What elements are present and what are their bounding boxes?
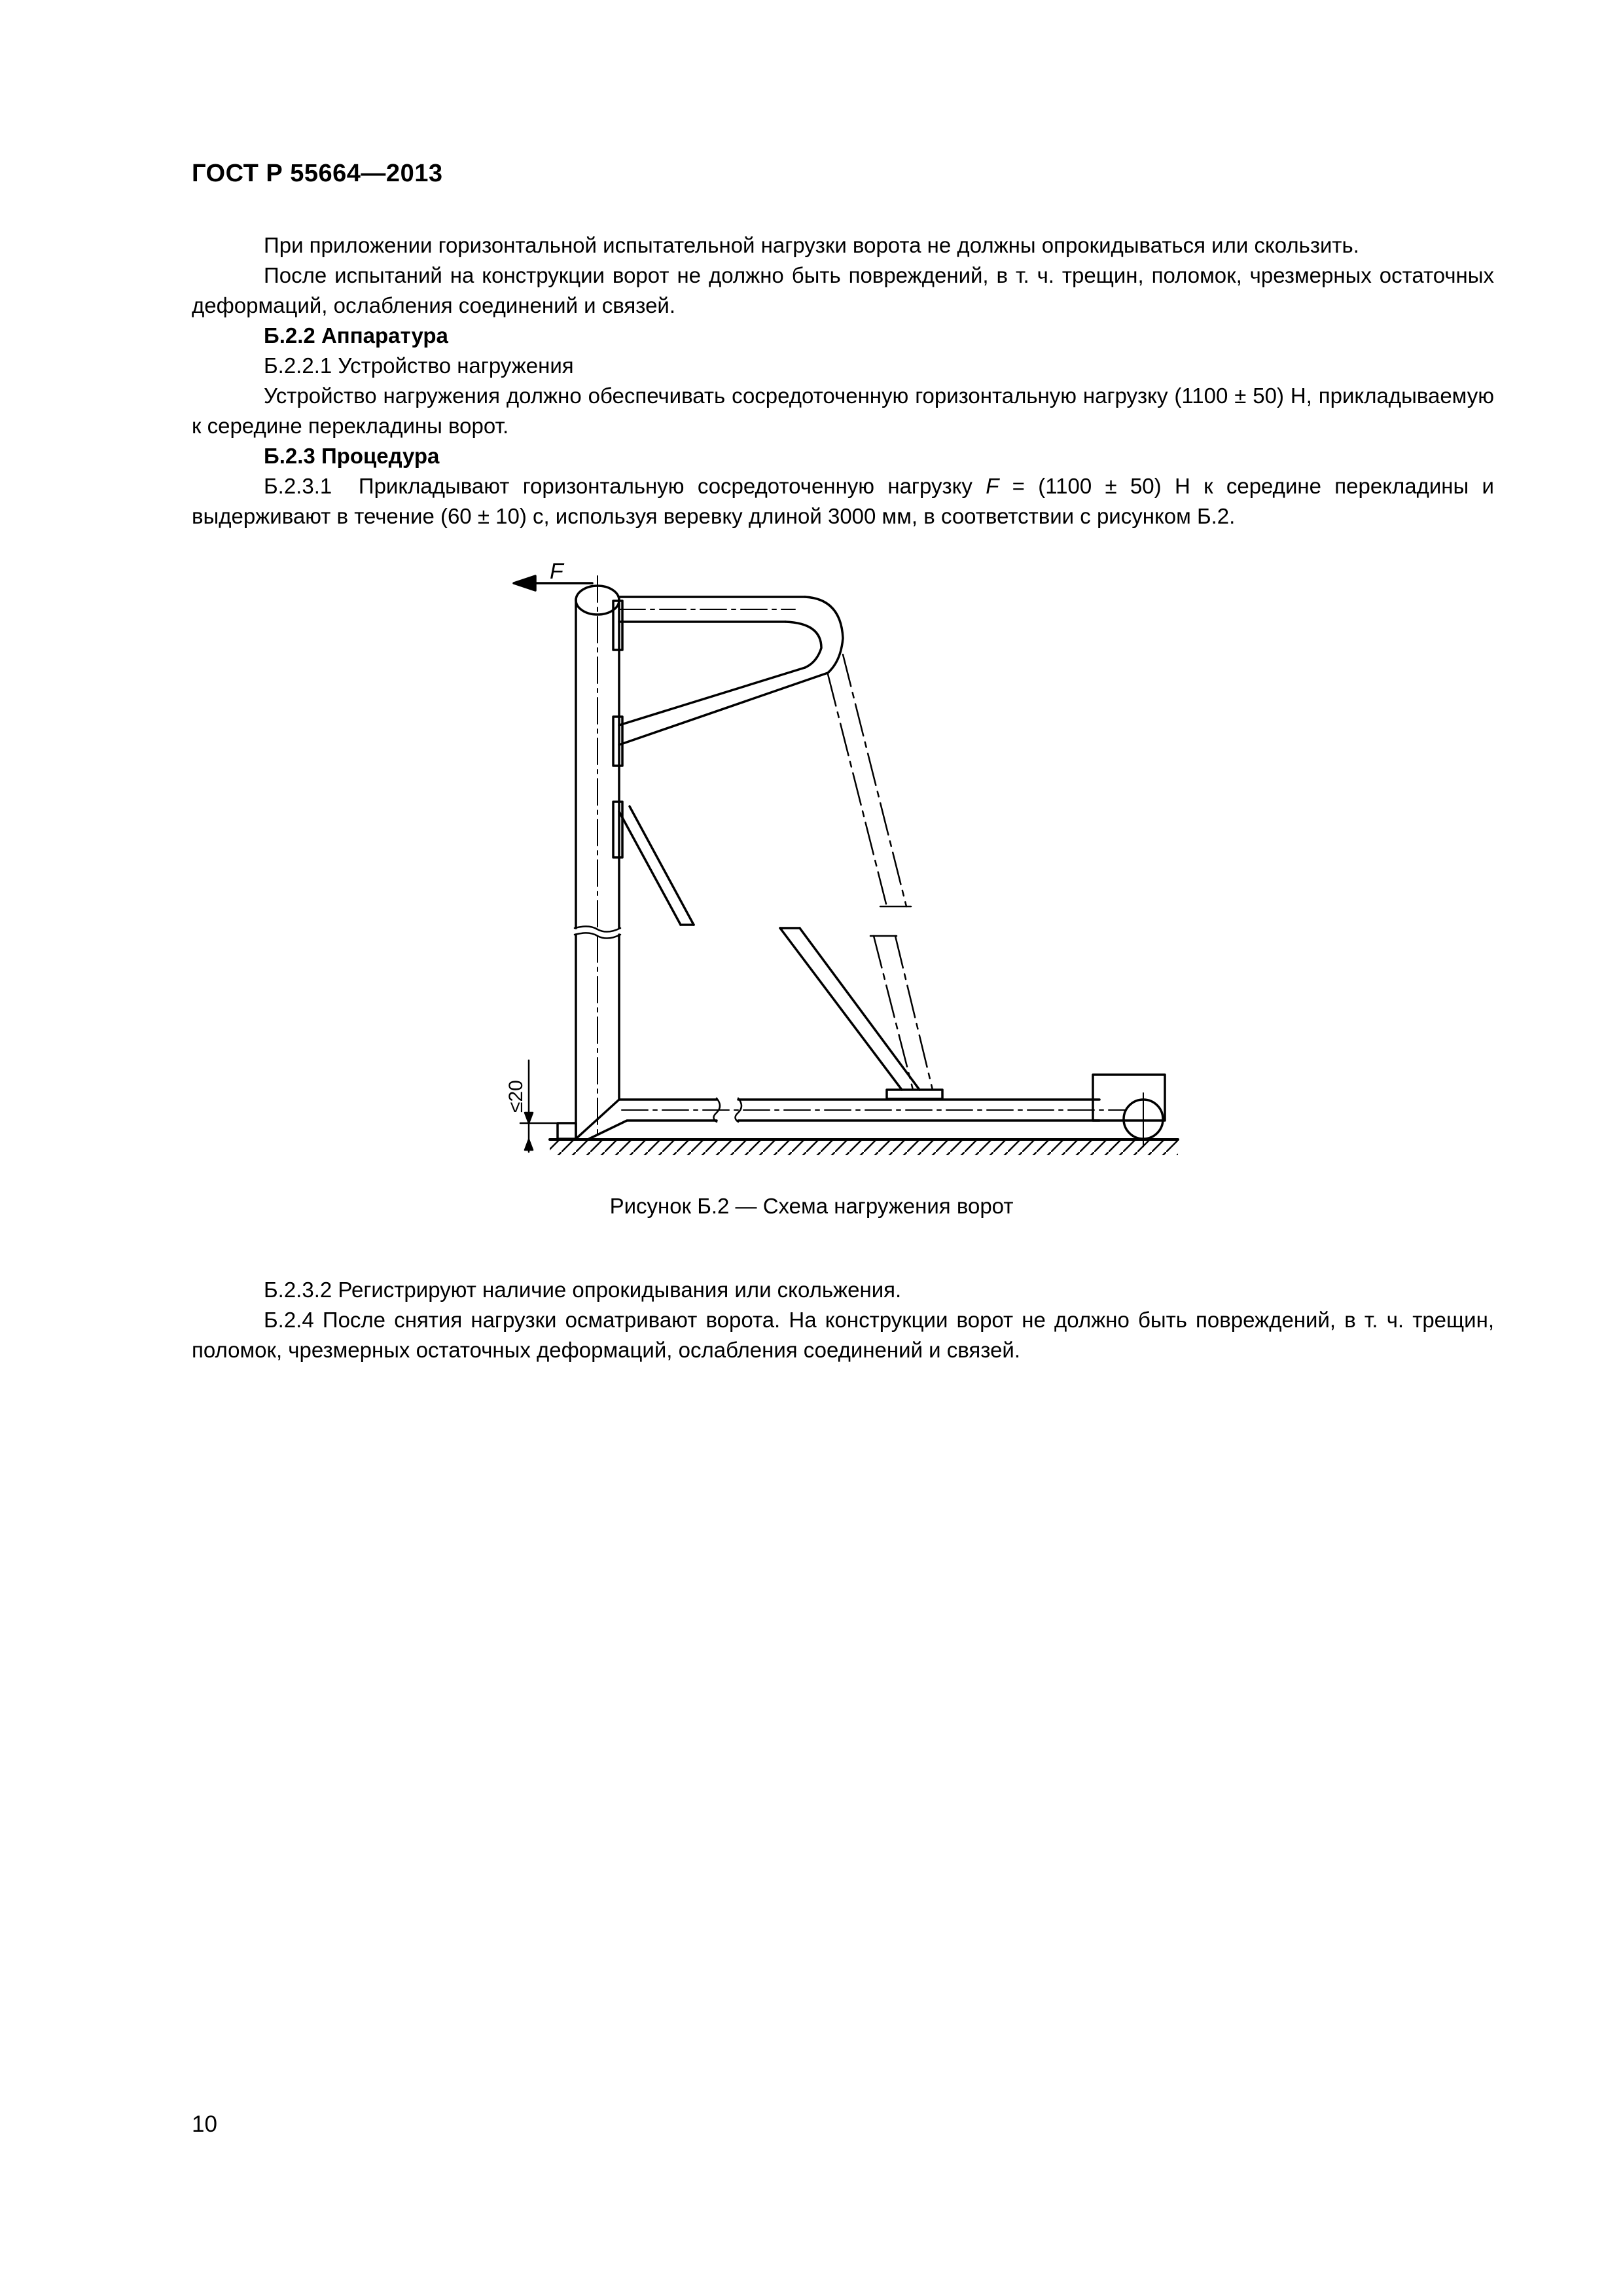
force-label: F (550, 559, 563, 584)
clause-number: Б.2.4 (264, 1308, 314, 1332)
gate-post-lower (576, 935, 619, 1139)
clause-text: После снятия нагрузки осматривают ворота. На конструкции ворот не должно быть повреждений, в т. ч. трещин, поломок, чрезмерных остаточных деформаций, ослабления соединений и связей. (192, 1308, 1495, 1362)
clause-number: Б.2.2.1 (264, 353, 332, 378)
b24-paragraph (192, 1305, 1494, 1365)
page-number: 10 (192, 2111, 217, 2137)
clause-number: Б.2.3.2 (264, 1278, 332, 1302)
section-b22-heading (192, 321, 1494, 351)
gate-rear-block (1093, 1075, 1165, 1147)
clause-text: Прикладывают горизонтальную сосредоточенную нагрузку (358, 474, 986, 498)
text-block-top (192, 230, 1494, 531)
text-block-bottom (192, 1275, 1494, 1365)
b231-paragraph (192, 471, 1494, 531)
dimension-label: ≤20 (505, 1080, 527, 1113)
figure-caption: Рисунок Б.2 — Схема нагружения ворот (609, 1194, 1014, 1218)
section-title: Аппаратура (321, 323, 448, 348)
gate-crossbar (619, 597, 843, 673)
gate-brace-upper (619, 668, 828, 745)
paragraph-tipping: При приложении горизонтальной испытательной нагрузки ворота не должны опрокидываться или скользить. (264, 233, 1359, 257)
clause-number: Б.2.3.1 (264, 474, 332, 498)
b232-paragraph (192, 1275, 1494, 1305)
gate-brace-short (619, 806, 694, 925)
b221-body: Устройство нагружения должно обеспечивать сосредоточенную горизонтальную нагрузку (1100 ± 50) Н, прикладываемую к середине перекладины ворот. (192, 384, 1494, 438)
loading-scheme-figure (497, 556, 1217, 1172)
paragraph-after-tests: После испытаний на конструкции ворот не должно быть повреждений, в т. ч. трещин, поломок, чрезмерных остаточных деформаций, ослабления соединений и связей. (192, 263, 1494, 317)
gate-rear-tube (828, 655, 906, 906)
force-symbol: F (986, 474, 999, 498)
section-number: Б.2.2 (264, 323, 315, 348)
clause-text: Устройство нагружения (338, 353, 574, 378)
section-b23-heading (192, 441, 1494, 471)
b221-heading (192, 351, 1494, 381)
clause-text-cont: = (1100 ± 50) Н к середине перекладины и выдерживают в течение (60 ± 10) с, используя веревку длиной 3000 мм, в соответствии с рисунком Б.2. (192, 474, 1494, 528)
section-title: Процедура (321, 444, 440, 468)
document-header: ГОСТ Р 55664—2013 (192, 160, 443, 187)
section-number: Б.2.3 (264, 444, 315, 468)
clause-text: Регистрируют наличие опрокидывания или скольжения. (338, 1278, 902, 1302)
gate-ground-frame (576, 1098, 1126, 1139)
